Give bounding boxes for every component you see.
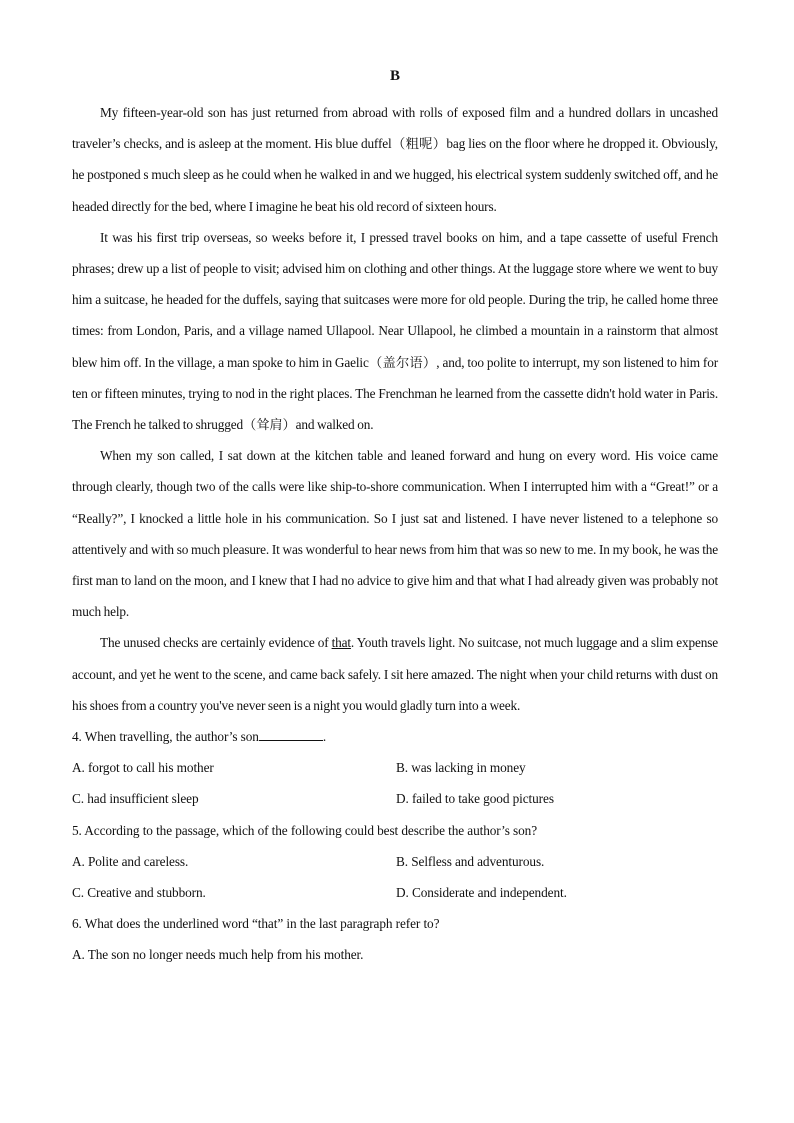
question-5-option-b[interactable]: B. Selfless and adventurous.: [396, 853, 545, 869]
paragraph-4: [72, 627, 718, 721]
question-4-options-row-1: [72, 752, 718, 783]
question-4-option-b[interactable]: B. was lacking in money: [396, 760, 526, 776]
paragraph-4-text-start: The unused checks are certainly evidence of: [100, 635, 332, 651]
question-4-period: .: [322, 729, 327, 745]
question-5-option-c[interactable]: C. Creative and stubborn.: [72, 885, 206, 901]
question-5-options-row-1: [72, 846, 718, 877]
underlined-word: that: [331, 635, 351, 651]
question-4-option-d[interactable]: D. failed to take good pictures: [396, 791, 554, 807]
question-6-option-a[interactable]: A. The son no longer needs much help from his mother.: [72, 947, 364, 963]
paragraph-3: When my son called, I sat down at the kitchen table and leaned forward and hung on every word. His voice came through clearly, though two of the calls were like ship-to-shore communication. When I interrupted him with a “Great!” or a “Really?”, I knocked a little hole in his communication. So I just sat and listened. I have never listened to a telephone so attentively and with so much pleasure. It was wonderful to hear news from him that was so new to me. In my book, he was the first man to land on the moon, and I knew that I had no advice to give him and that what I had already given was probably not much help.: [72, 448, 718, 620]
question-4-options-row-2: [72, 783, 718, 814]
question-4-stem: [72, 721, 718, 752]
answer-blank: [259, 728, 323, 741]
question-5-option-a[interactable]: A. Polite and careless.: [72, 853, 189, 869]
paragraph-2: It was his first trip overseas, so weeks before it, I pressed travel books on him, and a tape cassette of useful French phrases; drew up a list of people to visit; advised him on clothing and other things. At the luggage store where we went to buy him a suitcase, he headed for the duffels, saying that suitcases were more for old people. During the trip, he called home three times: from London, Paris, and a village named Ullapool. Near Ullapool, he climbed a mountain in a rainstorm that almost blew him off. In the village, a man spoke to him in Gaelic（盖尔语）, and, too polite to interrupt, my son listened to him for ten or fifteen minutes, trying to nod in the right places. The Frenchman he learned from the cassette didn't hold water in Paris. The French he talked to shrugged（耸肩）and walked on.: [72, 229, 718, 433]
question-4-option-c[interactable]: C. had insufficient sleep: [72, 791, 199, 807]
question-5-options-row-2: [72, 877, 718, 908]
question-4-option-a[interactable]: A. forgot to call his mother: [72, 760, 214, 776]
section-title: B: [389, 68, 400, 84]
question-5-option-d[interactable]: D. Considerate and independent.: [396, 885, 567, 901]
paragraph-1: My fifteen-year-old son has just returned from abroad with rolls of exposed film and a hundred dollars in uncashed traveler’s checks, and is asleep at the moment. His blue duffel（粗呢）bag lies on the floor where he dropped it. Obviously, he postponed s much sleep as he could when he walked in and we hugged, his electrical system suddenly switched off, and he headed directly for the bed, where I imagine he beat his old record of sixteen hours.: [72, 105, 718, 214]
question-6-stem: 6. What does the underlined word “that” in the last paragraph refer to?: [72, 916, 440, 932]
question-5-stem: 5. According to the passage, which of the following could best describe the author’s son?: [72, 822, 537, 838]
paragraph-4-text-end: . Youth travels light. No suitcase, not much luggage and a slim expense account, and yet he went to the scene, and came back safely. I sit here amazed. The night when your child returns with dust on his shoes from a country you've never seen is a night you would gladly turn into a week.: [72, 635, 718, 713]
question-4-text: 4. When travelling, the author’s son: [72, 729, 259, 745]
